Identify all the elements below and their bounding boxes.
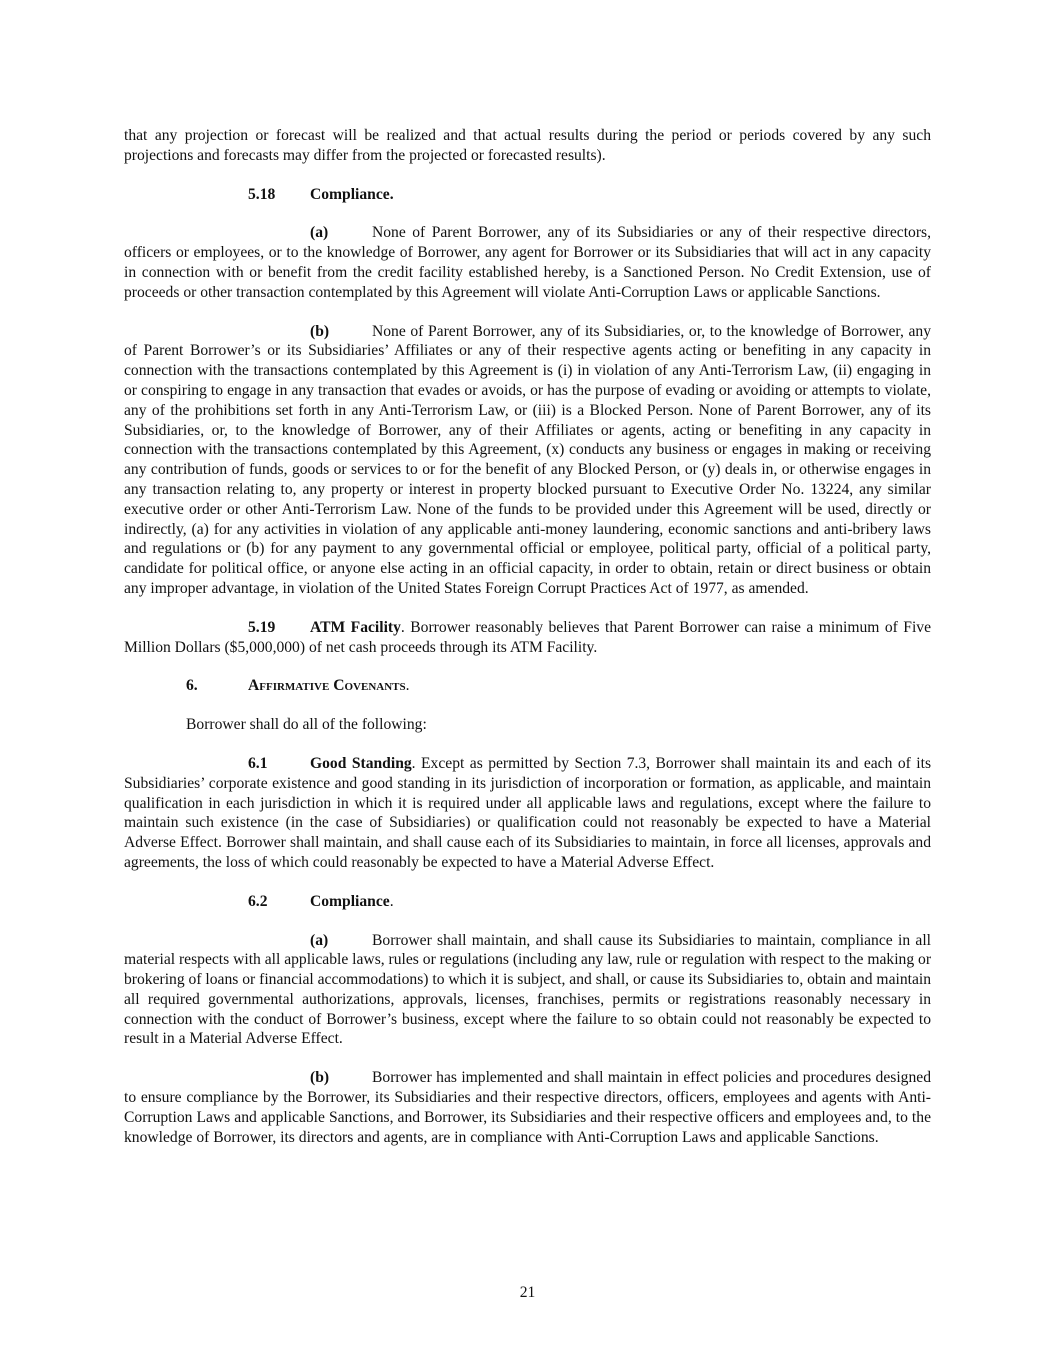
section-6-heading	[186, 676, 931, 696]
section-6-2-b-label: (b)	[310, 1069, 330, 1087]
section-6-2-a-text: Borrower shall maintain, and shall cause its Subsidiaries to maintain, compliance in all material respects with all applicable laws, rules or regulations (including any law, rule or regulation with respect to the making or brokering of loans or financial accommodations) to which it is subject, and shall, or cause its Subsidiaries to, obtain and maintain all required governmental authorizations, approvals, licenses, franchises, permits or registrations reasonably necessary in connection with the conduct of Borrower’s business, except where the failure to so obtain could not reasonably be expected to result in a Material Adverse Effect.	[124, 931, 932, 1048]
section-6-1-paragraph	[124, 754, 931, 873]
document-page	[124, 126, 931, 1147]
section-5-18-title: Compliance.	[310, 185, 394, 203]
section-5-18-heading	[248, 185, 931, 205]
section-6-1-number: 6.1	[248, 754, 268, 772]
section-5-19-number: 5.19	[248, 618, 276, 636]
section-5-18-b-paragraph	[124, 322, 931, 599]
section-5-19-text: . Borrower reasonably believes that Parent Borrower can raise a minimum of Five Million Dollars ($5,000,000) of net cash proceeds through its ATM Facility.	[124, 618, 932, 656]
section-6-title: Affirmative Covenants	[248, 677, 406, 695]
section-6-2-b-text: Borrower has implemented and shall maintain in effect policies and procedures designed to ensure compliance by the Borrower, its Subsidiaries and their respective directors, officers, employees and agents with Anti-Corruption Laws and applicable Sanctions, and Borrower, its Subsidiaries and their respective officers and employees and, to the knowledge of Borrower, its directors and agents, are in compliance with Anti-Corruption Laws and applicable Sanctions.	[124, 1069, 931, 1146]
intro-paragraph: that any projection or forecast will be realized and that actual results during the period or periods covered by any such projections and forecasts may differ from the projected or forecasted results).	[124, 127, 931, 164]
section-5-19-paragraph	[124, 618, 931, 658]
section-6-2-b-paragraph	[124, 1068, 931, 1147]
section-5-19-title: ATM Facility	[310, 618, 401, 636]
section-6-number: 6.	[186, 677, 198, 695]
section-6-intro: Borrower shall do all of the following:	[186, 716, 427, 734]
section-6-2-title: Compliance	[310, 892, 390, 910]
section-6-title-suffix: .	[405, 677, 410, 695]
section-6-1-title: Good Standing	[310, 754, 412, 772]
page-number: 21	[519, 1284, 536, 1301]
section-5-18-a-label: (a)	[310, 224, 329, 242]
section-6-2-number: 6.2	[248, 892, 268, 910]
section-5-18-a-paragraph	[124, 223, 931, 302]
section-6-2-a-paragraph	[124, 931, 931, 1050]
section-6-2-title-suffix: .	[389, 892, 394, 910]
section-5-18-b-label: (b)	[310, 322, 330, 340]
section-5-18-number: 5.18	[248, 185, 276, 203]
section-6-1-text: . Except as permitted by Section 7.3, Borrower shall maintain its and each of its Subsidiaries’ corporate existence and good standing in its jurisdiction of incorporation or formation, as applicable, and maintain qualification in each jurisdiction in which it is required under all applicable laws and regulations, except where the failure to maintain such existence (in the case of Subsidiaries) or qualification could not reasonably be expected to have a Material Adverse Effect. Borrower shall maintain, and shall cause each of its Subsidiaries to maintain, in force all licenses, approvals and agreements, the loss of which could reasonably be expected to have a Material Adverse Effect.	[124, 754, 932, 871]
section-6-2-a-label: (a)	[310, 931, 329, 949]
section-5-18-b-text: None of Parent Borrower, any of its Subsidiaries, or, to the knowledge of Borrower, any of Parent Borrower’s or its Subsidiaries’ Affiliates or any of their respective agents acting or benefiting in any capacity in connection with the transactions contemplated by this Agreement is (i) in violation of any Anti-Terrorism Law, (ii) engaging in or conspiring to engage in any transaction that evades or avoids, or has the purpose of evading or avoiding or attempts to violate, any of the prohibitions set forth in any Anti-Terrorism Law, or (iii) is a Blocked Person. None of Parent Borrower, any of its Subsidiaries, or, to the knowledge of Borrower, any of their Affiliates or agents, acting or benefiting in any capacity in connection with the transactions contemplated by this Agreement, (x) conducts any business or engages in making or receiving any contribution of funds, goods or services to or for the benefit of any Blocked Person, or (y) deals in, or otherwise engages in any transaction relating to, any property or interest in property blocked pursuant to Executive Order No. 13224, any similar executive order or other Anti-Terrorism Law. None of the funds to be provided under this Agreement will be used, directly or indirectly, (a) for any activities in violation of any applicable anti-money laundering, economic sanctions and anti-bribery laws and regulations or (b) for any payment to any governmental official or employee, political party, official of a political party, candidate for political office, or anyone else acting in an official capacity, in order to obtain, retain or direct business or obtain any improper advantage, in violation of the United States Foreign Corrupt Practices Act of 1977, as amended.	[124, 322, 931, 597]
section-6-2-heading	[248, 892, 931, 912]
section-5-18-a-text: None of Parent Borrower, any of its Subsidiaries or any of their respective directors, officers or employees, or to the knowledge of Borrower, any agent for Borrower or its Subsidiaries that will act in any capacity in connection with or benefit from the credit facility established hereby, is a Sanctioned Person. No Credit Extension, use of proceeds or other transaction contemplated by this Agreement will violate Anti-Corruption Laws or applicable Sanctions.	[124, 224, 931, 301]
